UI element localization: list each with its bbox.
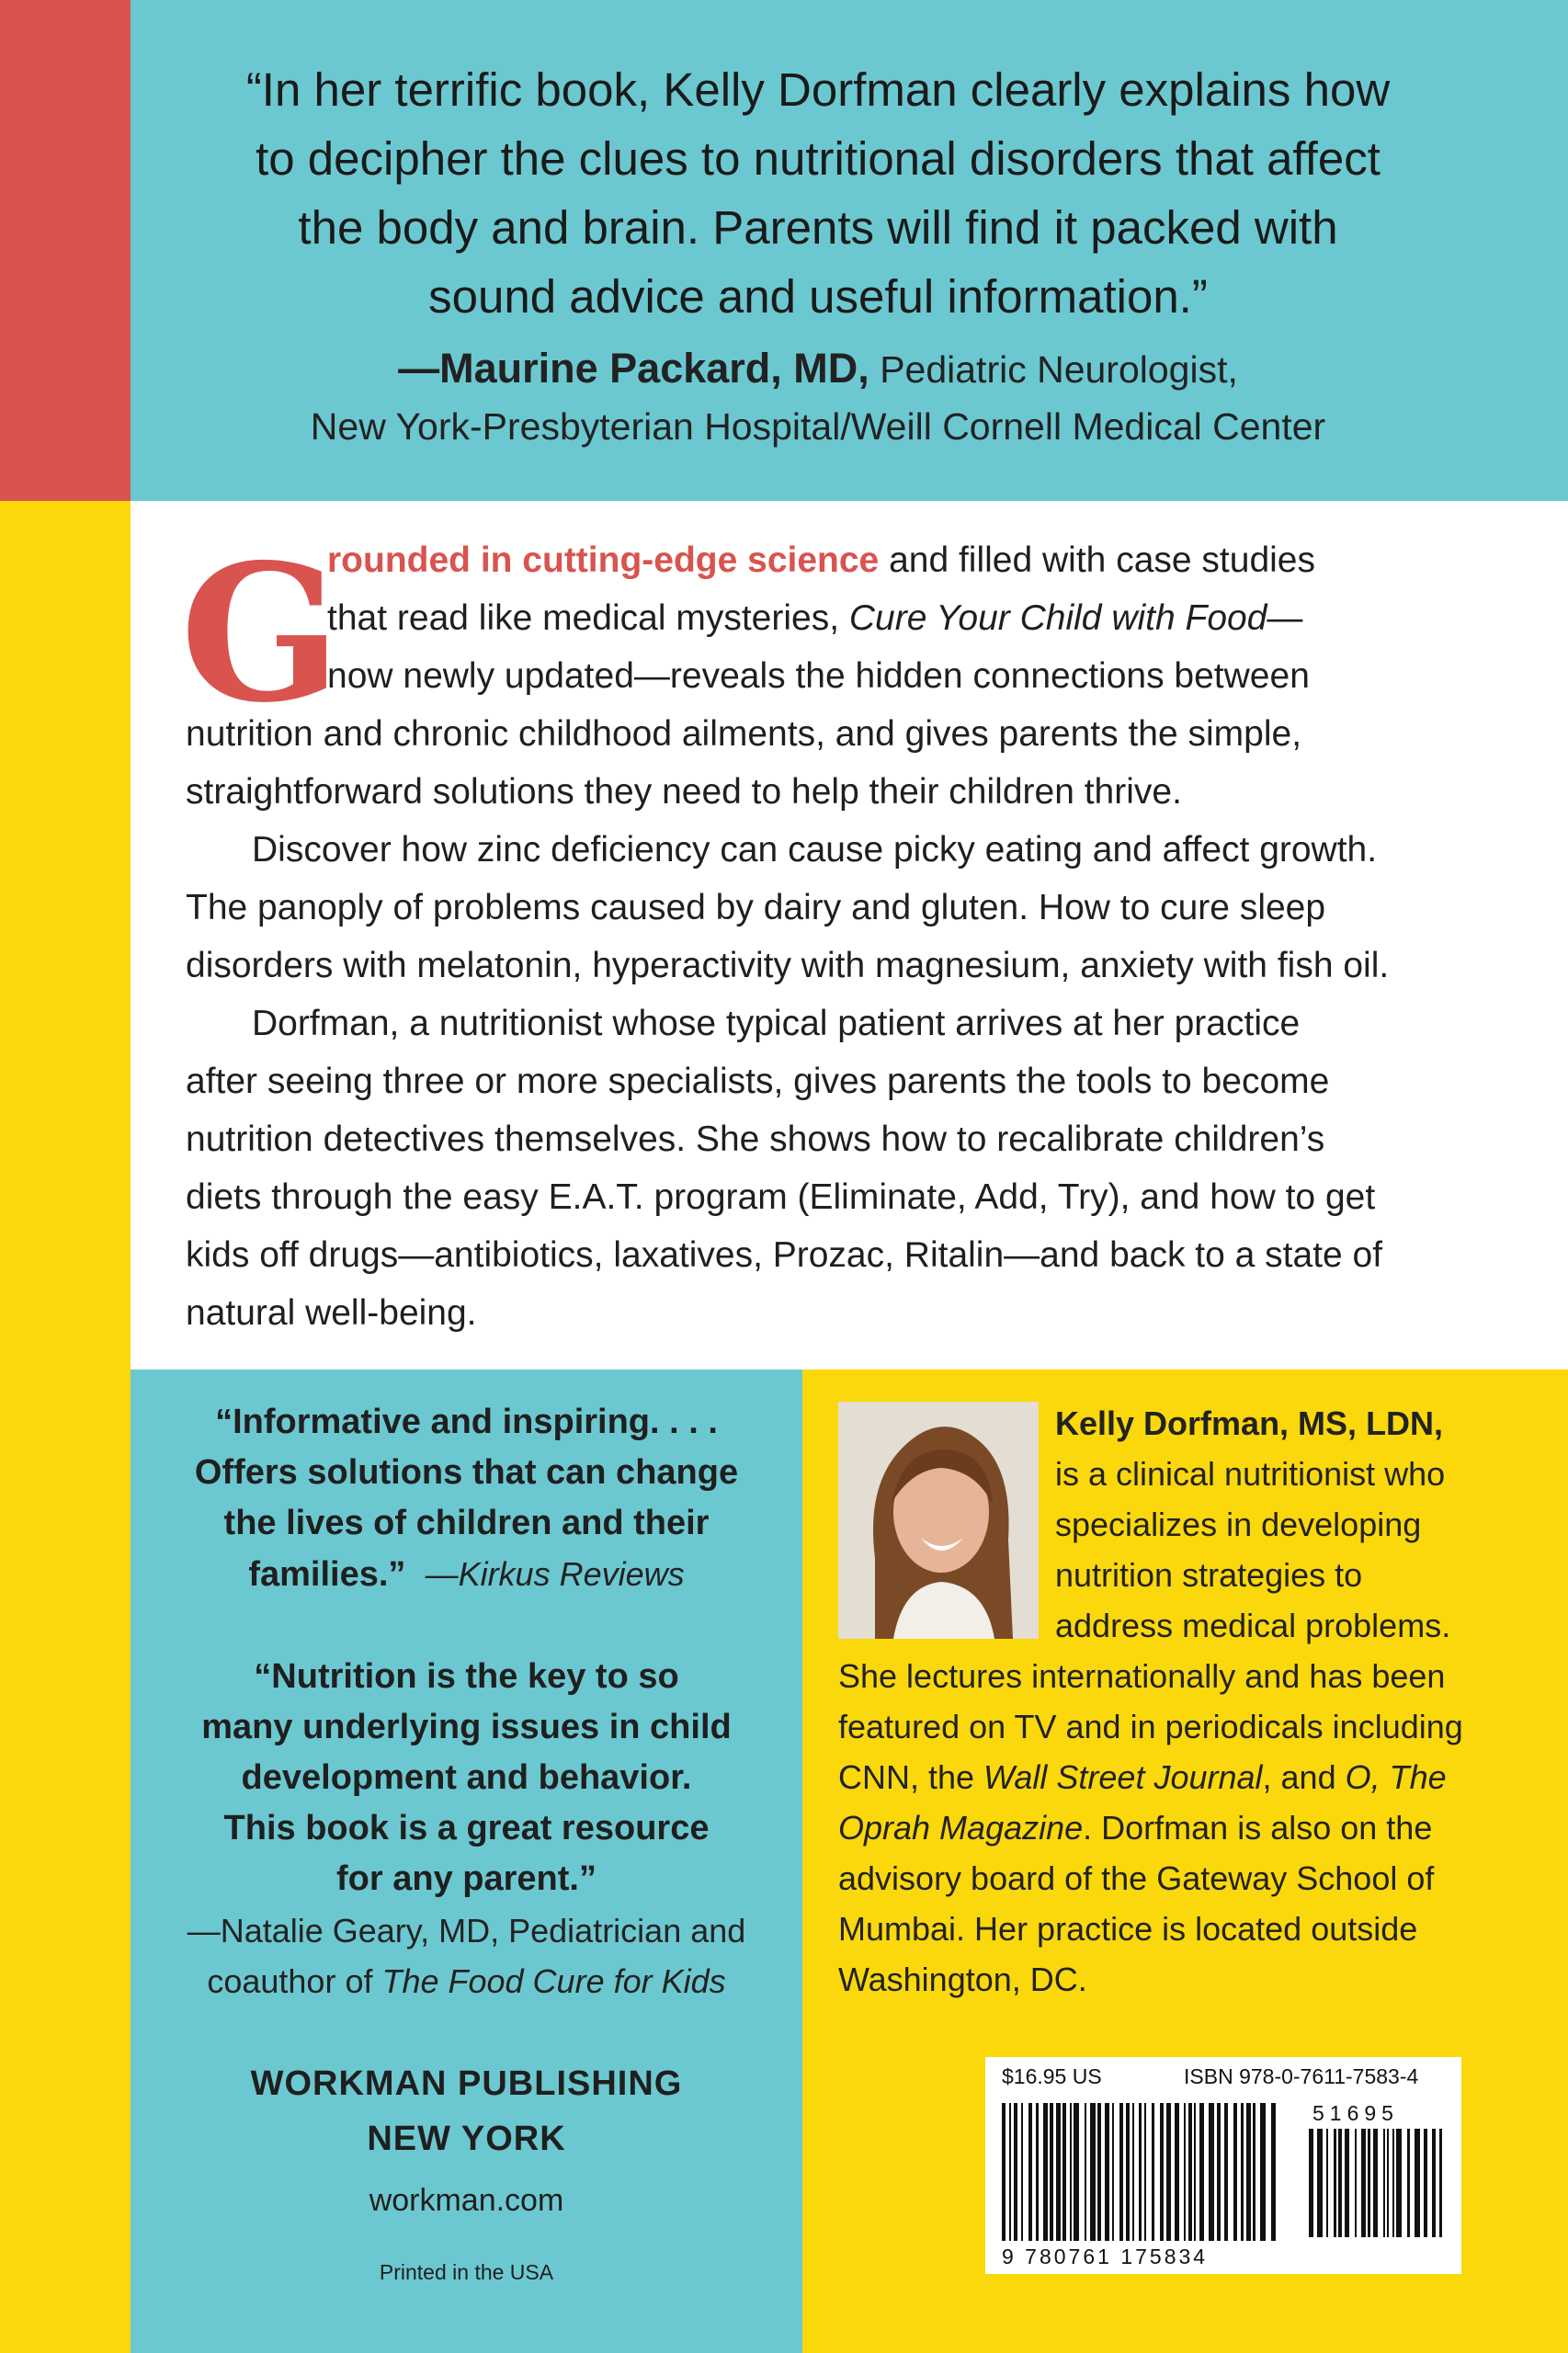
top-quote-line: sound advice and useful information.” <box>428 270 1208 323</box>
attribution-name: —Maurine Packard, MD, <box>398 345 869 392</box>
description-lead: rounded in cutting-edge science <box>327 540 880 580</box>
printed-in: Printed in the USA <box>379 2260 554 2284</box>
publisher-city: NEW YORK <box>367 2120 566 2158</box>
description-line: nutrition and chronic childhood ailments, and gives parents the simple, <box>186 714 1302 754</box>
geary-quote <box>131 1652 802 1904</box>
addon-code: 51695 <box>1312 2101 1399 2125</box>
description-line <box>327 589 1302 647</box>
bio-line: specializes in developing <box>1055 1506 1422 1543</box>
publication-title: Oprah Magazine <box>838 1809 1084 1847</box>
quote-line: for any parent.” <box>336 1859 597 1898</box>
description-line: straightforward solutions they need to help their children thrive. <box>186 772 1182 812</box>
author-portrait-graphic <box>838 1402 1039 1639</box>
top-quote-attribution <box>175 340 1461 455</box>
publisher <box>131 2056 802 2166</box>
author-photo <box>838 1402 1039 1639</box>
description-line: natural well-being. <box>186 1293 477 1333</box>
quote-line: development and behavior. <box>241 1758 692 1797</box>
bio-line: address medical problems. <box>1055 1607 1451 1644</box>
attribution-line: coauthor of <box>207 1962 382 2000</box>
description-line: nutrition detectives themselves. She shows how to recalibrate children’s <box>186 1120 1325 1159</box>
bio-text: . Dorfman is also on the <box>1083 1809 1433 1847</box>
quote-line: many underlying issues in child <box>201 1708 732 1746</box>
isbn: ISBN 978-0-7611-7583-4 <box>1184 2064 1419 2088</box>
bio-line: Mumbai. Her practice is located outside <box>838 1910 1418 1948</box>
bio-line: Washington, DC. <box>838 1961 1087 1998</box>
top-quote-line: “In her terrific book, Kelly Dorfman clearly explains how <box>245 63 1391 116</box>
description-line: disorders with melatonin, hyperactivity with magnesium, anxiety with fish oil. <box>186 946 1390 985</box>
book-title: Cure Your Child with Food <box>848 598 1267 638</box>
attribution-title: Pediatric Neurologist, <box>880 348 1238 391</box>
quote-line: the lives of children and their <box>223 1504 710 1542</box>
description-line: kids off drugs—antibiotics, laxatives, Prozac, Ritalin—and back to a state of <box>186 1235 1383 1275</box>
bio-line: is a clinical nutritionist who <box>1055 1455 1446 1493</box>
description-line: after seeing three or more specialists, gives parents the tools to become <box>186 1062 1330 1101</box>
publisher-name: WORKMAN PUBLISHING <box>250 2064 683 2103</box>
author-name: Kelly Dorfman, MS, LDN, <box>1055 1404 1444 1442</box>
description-text: that read like medical mysteries, <box>327 598 849 638</box>
price: $16.95 US <box>1002 2064 1102 2088</box>
quote-line: This book is a great resource <box>223 1809 710 1847</box>
description-line: Dorfman, a nutritionist whose typical patient arrives at her practice <box>252 1004 1301 1043</box>
description-text: and filled with case studies <box>879 540 1315 580</box>
book-title: The Food Cure for Kids <box>381 1962 726 2000</box>
bio-line <box>838 1802 1432 1853</box>
top-quote-line: the body and brain. Parents will find it packed with <box>298 201 1338 254</box>
attribution-org: New York-Presbyterian Hospital/Weill Cornell Medical Center <box>310 405 1326 448</box>
quote-line: families.” <box>248 1555 406 1594</box>
attribution-line: —Natalie Geary, MD, Pediatrician and <box>187 1912 746 1949</box>
description-line: The panoply of problems caused by dairy and gluten. How to cure sleep <box>186 888 1326 927</box>
bio-text: CNN, the <box>838 1758 984 1796</box>
bio-line: featured on TV and in periodicals including <box>838 1708 1463 1745</box>
description-text: — <box>1267 598 1303 638</box>
bio-line: She lectures internationally and has been <box>838 1657 1446 1695</box>
bio-line <box>838 1752 1447 1802</box>
description-line: now newly updated—reveals the hidden connections between <box>327 656 1310 696</box>
top-quote <box>175 55 1461 331</box>
top-quote-line: to decipher the clues to nutritional disorders that affect <box>256 132 1381 185</box>
barcode-box <box>985 2057 1461 2274</box>
description-line <box>327 531 1315 589</box>
bio-line: nutrition strategies to <box>1055 1556 1363 1594</box>
bio-text: , and <box>1262 1758 1346 1796</box>
publication-title: O, The <box>1345 1758 1447 1796</box>
quote-line: Offers solutions that can change <box>194 1453 739 1492</box>
quote-line: “Nutrition is the key to so <box>254 1657 679 1696</box>
kirkus-quote <box>131 1397 802 1600</box>
ean-barcode <box>1000 2103 1276 2250</box>
addon-barcode <box>1307 2129 1445 2239</box>
red-stripe <box>0 0 131 501</box>
bio-line: advisory board of the Gateway School of <box>838 1859 1435 1897</box>
description-line: diets through the easy E.A.T. program (Eliminate, Add, Try), and how to get <box>186 1177 1376 1217</box>
geary-attribution <box>131 1905 802 2006</box>
quote-line: “Informative and inspiring. . . . <box>215 1403 718 1441</box>
publication-title: Wall Street Journal <box>983 1758 1263 1796</box>
ean-digits: 9 780761 175834 <box>1002 2245 1209 2268</box>
drop-cap: G <box>180 524 342 745</box>
publisher-website[interactable]: workman.com <box>369 2183 564 2218</box>
description-line: Discover how zinc deficiency can cause picky eating and affect growth. <box>252 830 1378 870</box>
quote-source: —Kirkus Reviews <box>425 1555 685 1593</box>
